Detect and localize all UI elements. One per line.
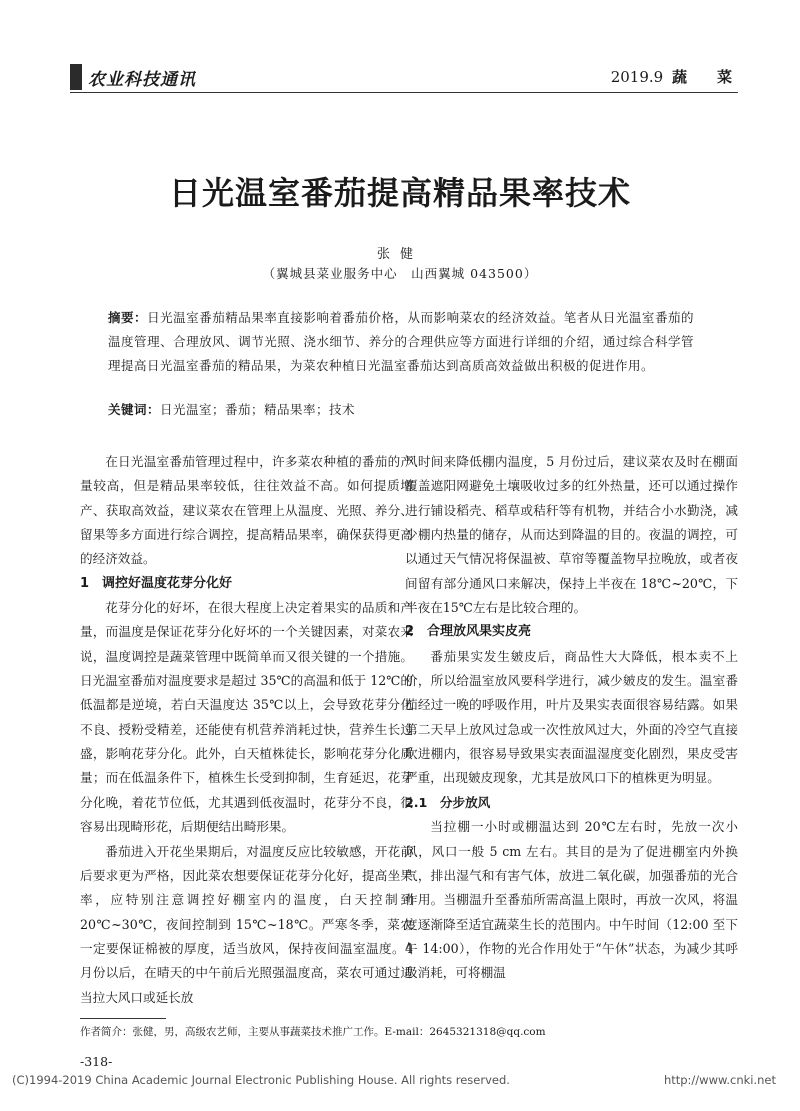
continued-paragraph: 风时间来降低棚内温度，5 月份过后，建议菜农及时在棚面覆盖遮阳网避免土壤吸收过多的红外热量，还可以通过操作进行铺设稻壳、稻草或秸秆等有机物，并结合小水勤浇，减少棚内热量的储存，从而达到降温的目的。夜温的调控，可以通过天气情况将保温被、草帘等覆盖物早拉晚放，或者夜间留有部分通风口来解决，保持上半夜在 18℃~20℃，下半夜在15℃左右是比较合理的。 bbox=[405, 454, 738, 616]
keywords bbox=[108, 400, 694, 420]
left-column bbox=[80, 450, 413, 1010]
keywords-label: 关键词： bbox=[108, 402, 161, 417]
section-1-paragraph-2: 番茄进入开花坐果期后，对温度反应比较敏感，开花前后要求更为严格，因此菜农想要保证花芽分化好，提高坐果率，应特别注意调控好棚室内的温度，白天控制到 20℃~30℃，夜间控制到 15℃~18℃。严寒冬季，菜农一定要保证棉被的厚度，适当放风，保持夜间温室温度。4 月份以后，在晴天的中午前后光照强温度高，菜农可通过适当拉大风口或延长放 bbox=[80, 843, 413, 1005]
article-title: 日光温室番茄提高精品果率技术 bbox=[168, 174, 631, 212]
abstract-text: 日光温室番茄精品果率直接影响着番茄价格，从而影响菜农的经济效益。笔者从日光温室番茄的温度管理、合理放风、调节光照、浇水细节、养分的合理供应等方面进行详细的介绍，通过综合科学管理提高日光温室番茄的精品果，为菜农种植日光温室番茄达到高质高效益做出积极的促进作用。 bbox=[108, 310, 694, 373]
author-footnote: 作者简介：张健，男，高级农艺师，主要从事蔬菜技术推广工作。E-mail：2645321318@qq.com bbox=[80, 1026, 546, 1038]
abstract-label: 摘要： bbox=[108, 310, 148, 325]
author-affiliation: （翼城县菜业服务中心 山西翼城 043500） bbox=[262, 266, 538, 281]
journal-name: 农业科技通讯 bbox=[88, 69, 196, 90]
intro-paragraph: 在日光温室番茄管理过程中，许多菜农种植的番茄的产量较高，但是精品果率较低，往往效益不高。如何提质增产、获取高效益，建议菜农在管理上从温度、光照、养分、留果等多方面进行综合调控，提高精品果率，确保获得更高的经济效益。 bbox=[80, 454, 413, 567]
section-1-paragraph-1: 花芽分化的好坏，在很大程度上决定着果实的品质和产量，而温度是保证花芽分化好坏的一个关键因素，对菜农来说，温度调控是蔬菜管理中既简单而又很关键的一个措施。日光温室番茄对温度要求是超过 35℃的高温和低于 12℃的低温都是逆境，若白天温度达 35℃以上，会导致花芽分化不良、授粉受精差，还能使有机营养消耗过快，营养生长过盛，影响花芽分化。此外，白天植株徒长，影响花芽分化质量；而在低温条件下，植株生长受到抑制，生育延迟，花芽分化晚，着花节位低，尤其遇到低夜温时，花芽分不良，很容易出现畸形花，后期便结出畸形果。 bbox=[80, 600, 413, 835]
section-name: 蔬 菜 bbox=[671, 68, 732, 86]
header-divider bbox=[70, 92, 738, 93]
page-number: -318- bbox=[80, 1054, 113, 1069]
logo-bar bbox=[70, 64, 82, 90]
journal-logo bbox=[70, 64, 196, 90]
section-2-paragraph-1: 番茄果实发生皴皮后，商品性大大降低，根本卖不上价，所以给温室放风要科学进行，减少皴皮的发生。温室番茄经过一晚的呼吸作用，叶片及果实表面很容易结露。如果第二天早上放风过急或一次性放风过大，外面的冷空气直接吹进棚内，很容易导致果实表面温湿度变化剧烈，果皮受害严重，出现皴皮现象，尤其是放风口下的植株更为明显。 bbox=[405, 648, 738, 786]
section-2-heading: 2 合理放风果实皮亮 bbox=[405, 624, 532, 640]
author-name: 张健 bbox=[376, 247, 423, 262]
issue-date: 2019.9 bbox=[610, 68, 664, 86]
section-2-1-paragraph-1: 当拉棚一小时或棚温达到 20℃左右时，先放一次小风，风口一般 5 cm 左右。其目的是为了促进棚室内外换气，排出湿气和有害气体，放进二氧化碳，加强番茄的光合作用。当棚温升至番茄所需高温上限时，再放一次风，将温度逐渐降至适宜蔬菜生长的范围内。中午时间（12:00 至下午 14:00），作物的光合作用处于“午休”状态，为减少其呼吸消耗，可将棚温 bbox=[405, 819, 738, 981]
copyright-notice: (C)1994-2019 China Academic Journal Electronic Publishing House. All rights reserved. bbox=[12, 1073, 510, 1087]
cnki-link[interactable]: http://www.cnki.net bbox=[663, 1073, 776, 1087]
footnote-divider bbox=[80, 1018, 166, 1019]
right-column bbox=[405, 450, 738, 986]
copyright-bar bbox=[0, 1073, 800, 1091]
section-2-1-heading: 2.1 分步放风 bbox=[405, 794, 491, 810]
keywords-text: 日光温室；番茄；精品果率；技术 bbox=[160, 402, 356, 417]
section-1-heading: 1 调控好温度花芽分化好 bbox=[80, 575, 233, 591]
issue-info bbox=[611, 66, 732, 87]
abstract bbox=[108, 306, 694, 378]
